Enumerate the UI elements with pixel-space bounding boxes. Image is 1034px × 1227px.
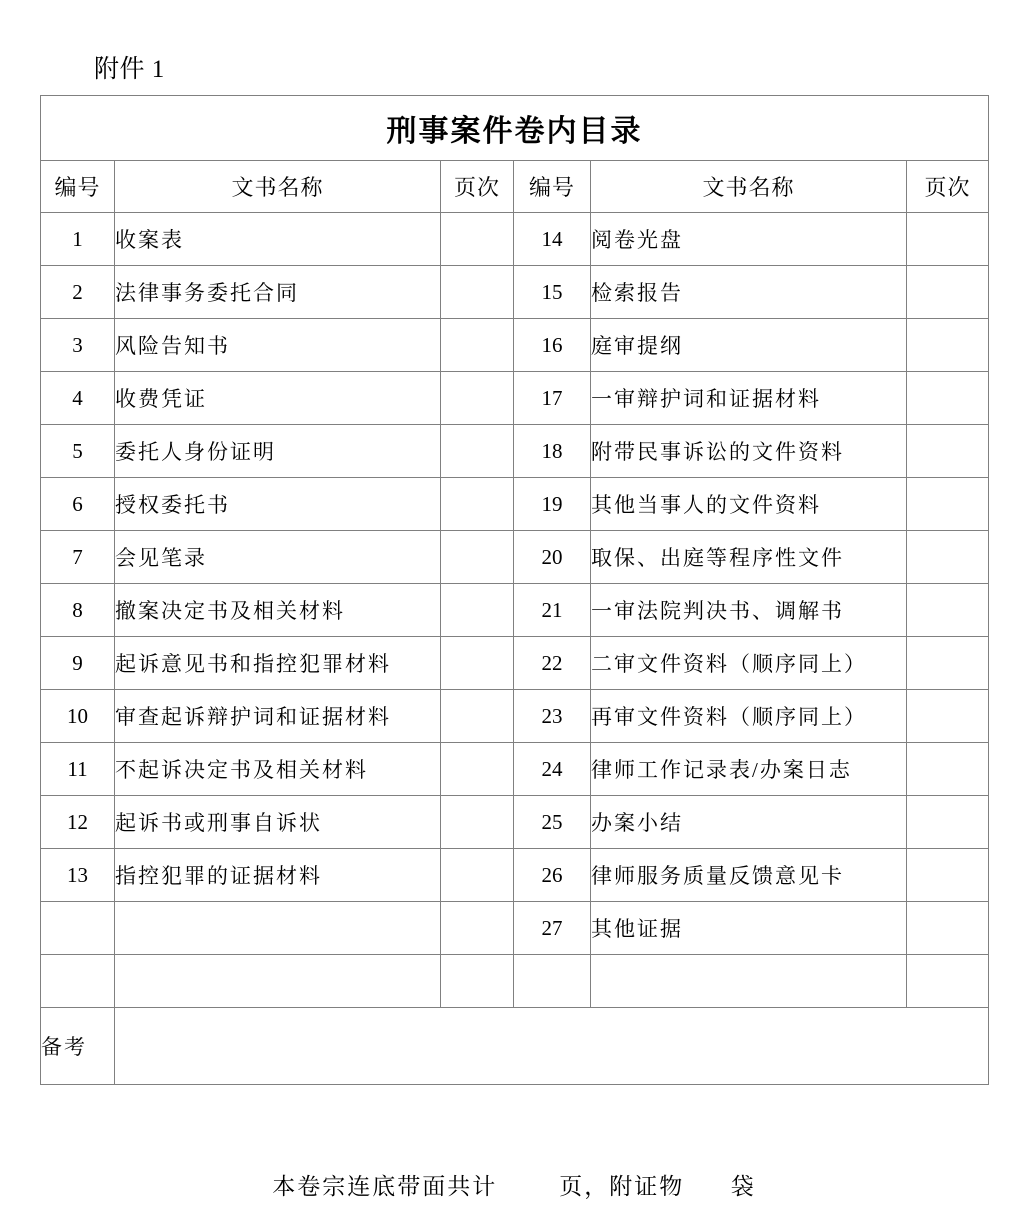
footer-note: 本卷宗连底带面共计 页，附证物 袋 [272,1174,756,1199]
row-number-left: 10 [41,690,115,743]
row-number-left: 6 [41,478,115,531]
row-page-right[interactable] [907,584,989,637]
row-document-name-right: 阅卷光盘 [591,213,907,266]
row-page-left[interactable] [441,796,514,849]
table-row [41,690,989,743]
row-number-left: 5 [41,425,115,478]
row-document-name-left: 指控犯罪的证据材料 [115,849,441,902]
row-document-name-left: 风险告知书 [115,319,441,372]
row-page-left[interactable] [441,902,514,955]
header-document-name-right: 文书名称 [591,161,907,213]
table-row [41,584,989,637]
row-number-right: 19 [514,478,591,531]
row-page-right[interactable] [907,796,989,849]
row-page-left[interactable] [441,955,514,1008]
row-document-name-left: 起诉意见书和指控犯罪材料 [115,637,441,690]
row-page-right[interactable] [907,690,989,743]
table-row [41,266,989,319]
row-number-right: 23 [514,690,591,743]
row-page-right[interactable] [907,743,989,796]
row-document-name-left [115,955,441,1008]
row-document-name-left [115,902,441,955]
row-page-left[interactable] [441,425,514,478]
row-document-name-left: 委托人身份证明 [115,425,441,478]
row-page-right[interactable] [907,319,989,372]
row-page-left[interactable] [441,849,514,902]
row-number-left: 1 [41,213,115,266]
row-number-right: 26 [514,849,591,902]
row-number-right: 20 [514,531,591,584]
table-row [41,425,989,478]
row-document-name-left: 授权委托书 [115,478,441,531]
row-page-right[interactable] [907,637,989,690]
row-page-left[interactable] [441,213,514,266]
row-number-right: 25 [514,796,591,849]
table-body [41,96,989,1085]
row-document-name-left: 审查起诉辩护词和证据材料 [115,690,441,743]
table-row [41,213,989,266]
row-page-right[interactable] [907,849,989,902]
row-number-right: 21 [514,584,591,637]
row-page-left[interactable] [441,743,514,796]
row-document-name-left: 收费凭证 [115,372,441,425]
row-number-right: 27 [514,902,591,955]
row-page-right[interactable] [907,372,989,425]
remark-value[interactable] [115,1008,989,1085]
table-row [41,319,989,372]
table-row [41,849,989,902]
row-number-left: 7 [41,531,115,584]
row-document-name-right: 再审文件资料（顺序同上） [591,690,907,743]
header-document-name-left: 文书名称 [115,161,441,213]
header-page-left: 页次 [441,161,514,213]
attachment-label: 附件 1 [94,56,165,83]
row-number-right: 14 [514,213,591,266]
table-row [41,902,989,955]
table-row [41,796,989,849]
row-page-right[interactable] [907,266,989,319]
row-number-left [41,955,115,1008]
row-number-left: 12 [41,796,115,849]
header-page-right: 页次 [907,161,989,213]
table-row [41,743,989,796]
row-document-name-left: 不起诉决定书及相关材料 [115,743,441,796]
row-number-right: 22 [514,637,591,690]
row-document-name-right: 取保、出庭等程序性文件 [591,531,907,584]
row-page-left[interactable] [441,319,514,372]
row-document-name-right: 二审文件资料（顺序同上） [591,637,907,690]
row-number-left: 11 [41,743,115,796]
row-page-right[interactable] [907,478,989,531]
row-page-left[interactable] [441,637,514,690]
row-document-name-right: 其他当事人的文件资料 [591,478,907,531]
table-row [41,531,989,584]
row-number-right: 24 [514,743,591,796]
row-number-right: 17 [514,372,591,425]
header-number-left: 编号 [41,161,115,213]
row-number-left: 8 [41,584,115,637]
table-row [41,637,989,690]
row-document-name-right [591,955,907,1008]
table-row [41,955,989,1008]
row-number-left: 4 [41,372,115,425]
row-document-name-right: 检索报告 [591,266,907,319]
row-number-left [41,902,115,955]
row-document-name-left: 收案表 [115,213,441,266]
row-number-left: 2 [41,266,115,319]
row-document-name-right: 办案小结 [591,796,907,849]
row-document-name-right: 一审辩护词和证据材料 [591,372,907,425]
row-page-left[interactable] [441,584,514,637]
title-row [41,96,989,161]
header-number-right: 编号 [514,161,591,213]
row-document-name-left: 会见笔录 [115,531,441,584]
row-number-right: 15 [514,266,591,319]
row-document-name-right: 其他证据 [591,902,907,955]
row-document-name-left: 撤案决定书及相关材料 [115,584,441,637]
table-row [41,478,989,531]
row-number-right: 16 [514,319,591,372]
row-document-name-left: 起诉书或刑事自诉状 [115,796,441,849]
remark-row [41,1008,989,1085]
row-page-right[interactable] [907,902,989,955]
row-number-right [514,955,591,1008]
case-file-index-table [40,95,989,1085]
row-number-left: 3 [41,319,115,372]
remark-label: 备考 [41,1008,115,1085]
header-row [41,161,989,213]
row-page-left[interactable] [441,690,514,743]
row-page-left[interactable] [441,266,514,319]
row-document-name-right: 一审法院判决书、调解书 [591,584,907,637]
row-page-left[interactable] [441,372,514,425]
row-number-left: 13 [41,849,115,902]
table-title: 刑事案件卷内目录 [41,96,989,161]
row-document-name-left: 法律事务委托合同 [115,266,441,319]
row-document-name-right: 律师工作记录表/办案日志 [591,743,907,796]
row-number-right: 18 [514,425,591,478]
row-document-name-right: 附带民事诉讼的文件资料 [591,425,907,478]
table-row [41,372,989,425]
row-page-left[interactable] [441,478,514,531]
row-number-left: 9 [41,637,115,690]
row-document-name-right: 庭审提纲 [591,319,907,372]
row-page-right[interactable] [907,213,989,266]
row-page-left[interactable] [441,531,514,584]
row-page-right[interactable] [907,531,989,584]
row-document-name-right: 律师服务质量反馈意见卡 [591,849,907,902]
row-page-right[interactable] [907,425,989,478]
row-page-right[interactable] [907,955,989,1008]
